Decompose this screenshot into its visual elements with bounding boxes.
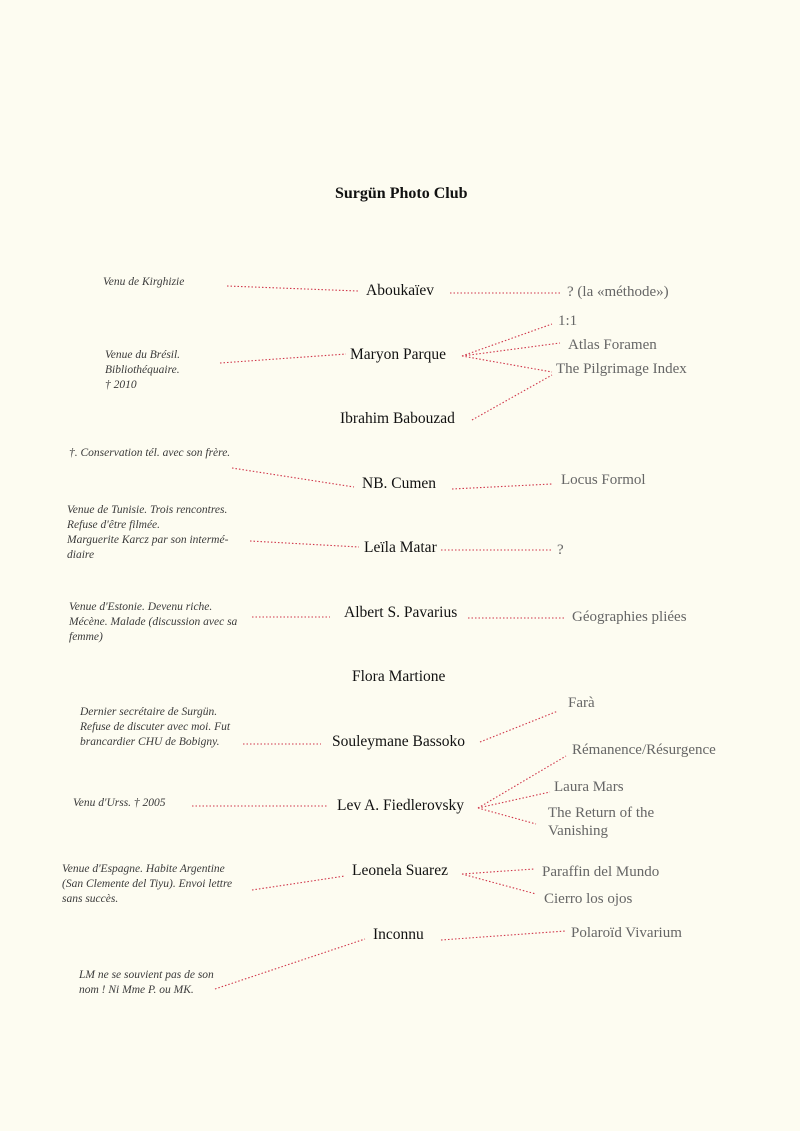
note-souleymane-bassoko: Dernier secrétaire de Surgün. Refuse de discuter avec moi. Fut brancardier CHU de Bobigny. [80,706,231,748]
person-nb-cumen: NB. Cumen [362,475,437,492]
person-leonela-suarez: Leonela Suarez [352,862,448,879]
link-note-leila [250,541,359,547]
work-cierro-los-ojos: Cierro los ojos [544,891,633,907]
note-aboukaiev: Venu de Kirghizie [103,276,185,288]
person-leila-matar: Leïla Matar [364,539,437,556]
link-note-inconnu [215,939,365,989]
link-lev-laura [478,792,550,808]
work-atlas-foramen: Atlas Foramen [568,337,657,353]
work-la-methode: ? (la «méthode») [567,284,669,300]
note-leonela-suarez: Venue d'Espagne. Habite Argentine (San Clemente del Tiyu). Envoi lettre sans succès. [62,863,233,905]
work-1-1: 1:1 [558,313,578,329]
link-note-cumen [232,468,354,487]
link-inconnu-polaroid [441,931,566,940]
link-maryon-1-1 [462,324,552,356]
note-maryon-parque: Venue du Brésil. Bibliothéquaire. † 2010 [105,349,181,391]
link-lev-return [478,808,536,824]
link-leonela-cierro [462,874,536,894]
link-maryon-pilgrimage [462,356,552,372]
person-lev-fiedlerovsky: Lev A. Fiedlerovsky [337,797,464,814]
note-nb-cumen: †. Conservation tél. avec son frère. [69,447,231,459]
work-question: ? [557,542,564,558]
note-albert-pavarius: Venue d'Estonie. Devenu riche. Mécène. Malade (discussion avec sa femme) [69,601,238,643]
person-souleymane-bassoko: Souleymane Bassoko [332,733,466,750]
link-cumen-locus [452,484,552,489]
note-inconnu: LM ne se souvient pas de son nom ! Ni Mme P. ou MK. [79,969,214,996]
link-maryon-atlas [462,343,560,356]
note-leila-matar: Venue de Tunisie. Trois rencontres. Refuse d'être filmée. Marguerite Karcz par son intermé- diaire [67,504,229,561]
person-ibrahim-babouzad: Ibrahim Babouzad [340,410,455,427]
person-aboukaiev: Aboukaïev [366,282,435,299]
work-remanence-resurgence: Rémanence/Résurgence [572,742,716,758]
work-laura-mars: Laura Mars [554,779,624,795]
work-paraffin-del-mundo: Paraffin del Mundo [542,864,660,880]
work-polaroid-vivarium: Polaroïd Vivarium [571,925,682,941]
person-flora-martione: Flora Martione [352,668,446,685]
note-lev-fiedlerovsky: Venu d'Urss. † 2005 [73,797,166,809]
page-title: Surgün Photo Club [335,185,468,202]
work-pilgrimage-index: The Pilgrimage Index [556,361,687,377]
link-leonela-paraffin [462,869,534,874]
work-fara: Farà [568,695,595,711]
person-inconnu: Inconnu [373,926,424,943]
work-return-of-the-vanishing: The Return of the Vanishing [548,805,655,839]
work-locus-formol: Locus Formol [561,472,646,488]
link-souleymane-fara [480,711,558,742]
link-note-aboukaiev [227,286,358,291]
person-maryon-parque: Maryon Parque [350,346,446,363]
link-note-maryon [220,354,346,363]
link-ibrahim-pilgrimage [472,375,552,420]
link-note-leonela [252,876,345,890]
work-geographies-pliees: Géographies pliées [572,609,687,625]
person-albert-pavarius: Albert S. Pavarius [344,604,458,621]
link-lev-remanence [478,756,566,808]
